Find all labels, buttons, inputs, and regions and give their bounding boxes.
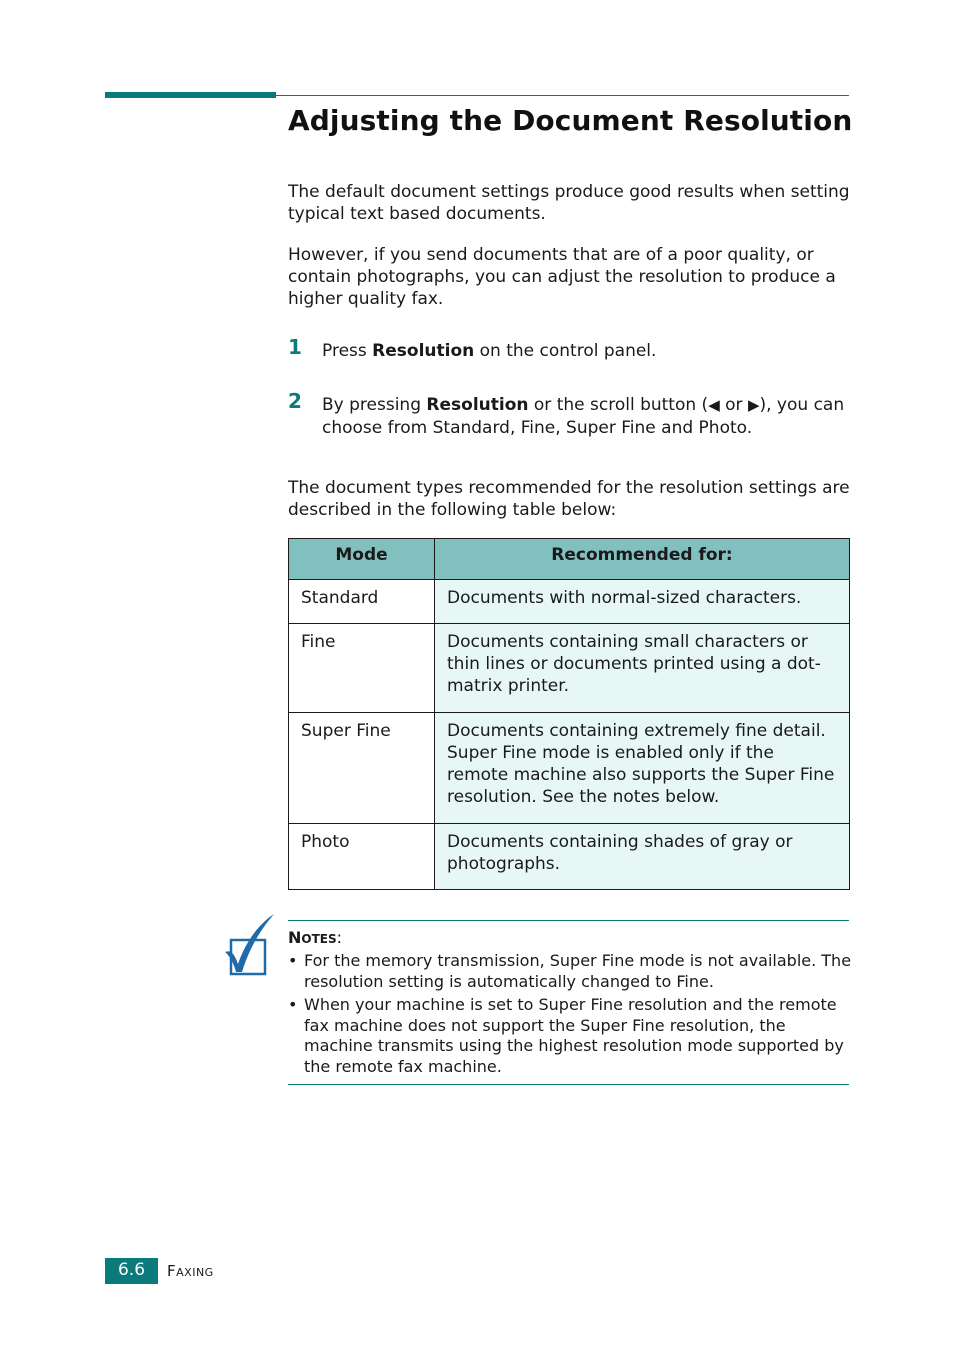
- note-item: • When your machine is set to Super Fine resolution and the remote fax machine does not support the Super Fine resolution, the machine transmits using the highest resolution mode supported by the remote fax machine.: [288, 995, 844, 1076]
- notes-bottom-rule: [288, 1084, 849, 1085]
- recommended-cell: Documents containing small characters or thin lines or documents printed using a dot-matrix printer.: [435, 624, 850, 713]
- title-rule: [276, 95, 849, 96]
- right-arrow-icon: ▶: [747, 396, 760, 414]
- recommended-cell: Documents containing extremely fine detail. Super Fine mode is enabled only if the remote machine also supports the Super Fine resolution. See the notes below.: [435, 713, 850, 824]
- intro-paragraph-2: However, if you send documents that are of a poor quality, or contain photographs, you can adjust the resolution to produce a higher quality fax.: [288, 245, 836, 309]
- mode-cell: Fine: [289, 624, 435, 713]
- mode-cell: Standard: [289, 580, 435, 624]
- step-number: 1: [288, 335, 302, 359]
- intro-paragraph-1: The default document settings produce good results when setting typical text based documents.: [288, 182, 850, 224]
- table-row: [289, 580, 850, 624]
- title-accent-bar: [105, 92, 276, 98]
- step-text: Press Resolution on the control panel.: [322, 341, 657, 361]
- checkmark-note-icon: [222, 912, 278, 978]
- header-mode: Mode: [289, 539, 435, 580]
- section-name: FAXING: [167, 1262, 214, 1280]
- header-recommended: Recommended for:: [435, 539, 850, 580]
- table-row: [289, 824, 850, 890]
- resolution-table: [288, 538, 850, 890]
- mode-cell: Photo: [289, 824, 435, 890]
- table-header-row: [289, 539, 850, 580]
- recommended-cell: Documents with normal-sized characters.: [435, 580, 850, 624]
- recommended-cell: Documents containing shades of gray or photographs.: [435, 824, 850, 890]
- step-text: By pressing Resolution or the scroll button (◀ or ▶), you can choose from Standard, Fine, Super Fine and Photo.: [322, 395, 845, 438]
- page-title: Adjusting the Document Resolution: [288, 104, 853, 137]
- table-row: [289, 624, 850, 713]
- left-arrow-icon: ◀: [708, 396, 720, 414]
- step-number: 2: [288, 389, 302, 413]
- note-item: • For the memory transmission, Super Fine mode is not available. The resolution setting is automatically changed to Fine.: [288, 951, 852, 991]
- notes-list: [288, 951, 853, 1080]
- notes-top-rule: [288, 920, 849, 921]
- table-intro: The document types recommended for the resolution settings are described in the following table below:: [288, 478, 850, 520]
- page-number: 6.6: [105, 1258, 158, 1284]
- mode-cell: Super Fine: [289, 713, 435, 824]
- table-row: [289, 713, 850, 824]
- notes-title: NOTES:: [288, 928, 343, 947]
